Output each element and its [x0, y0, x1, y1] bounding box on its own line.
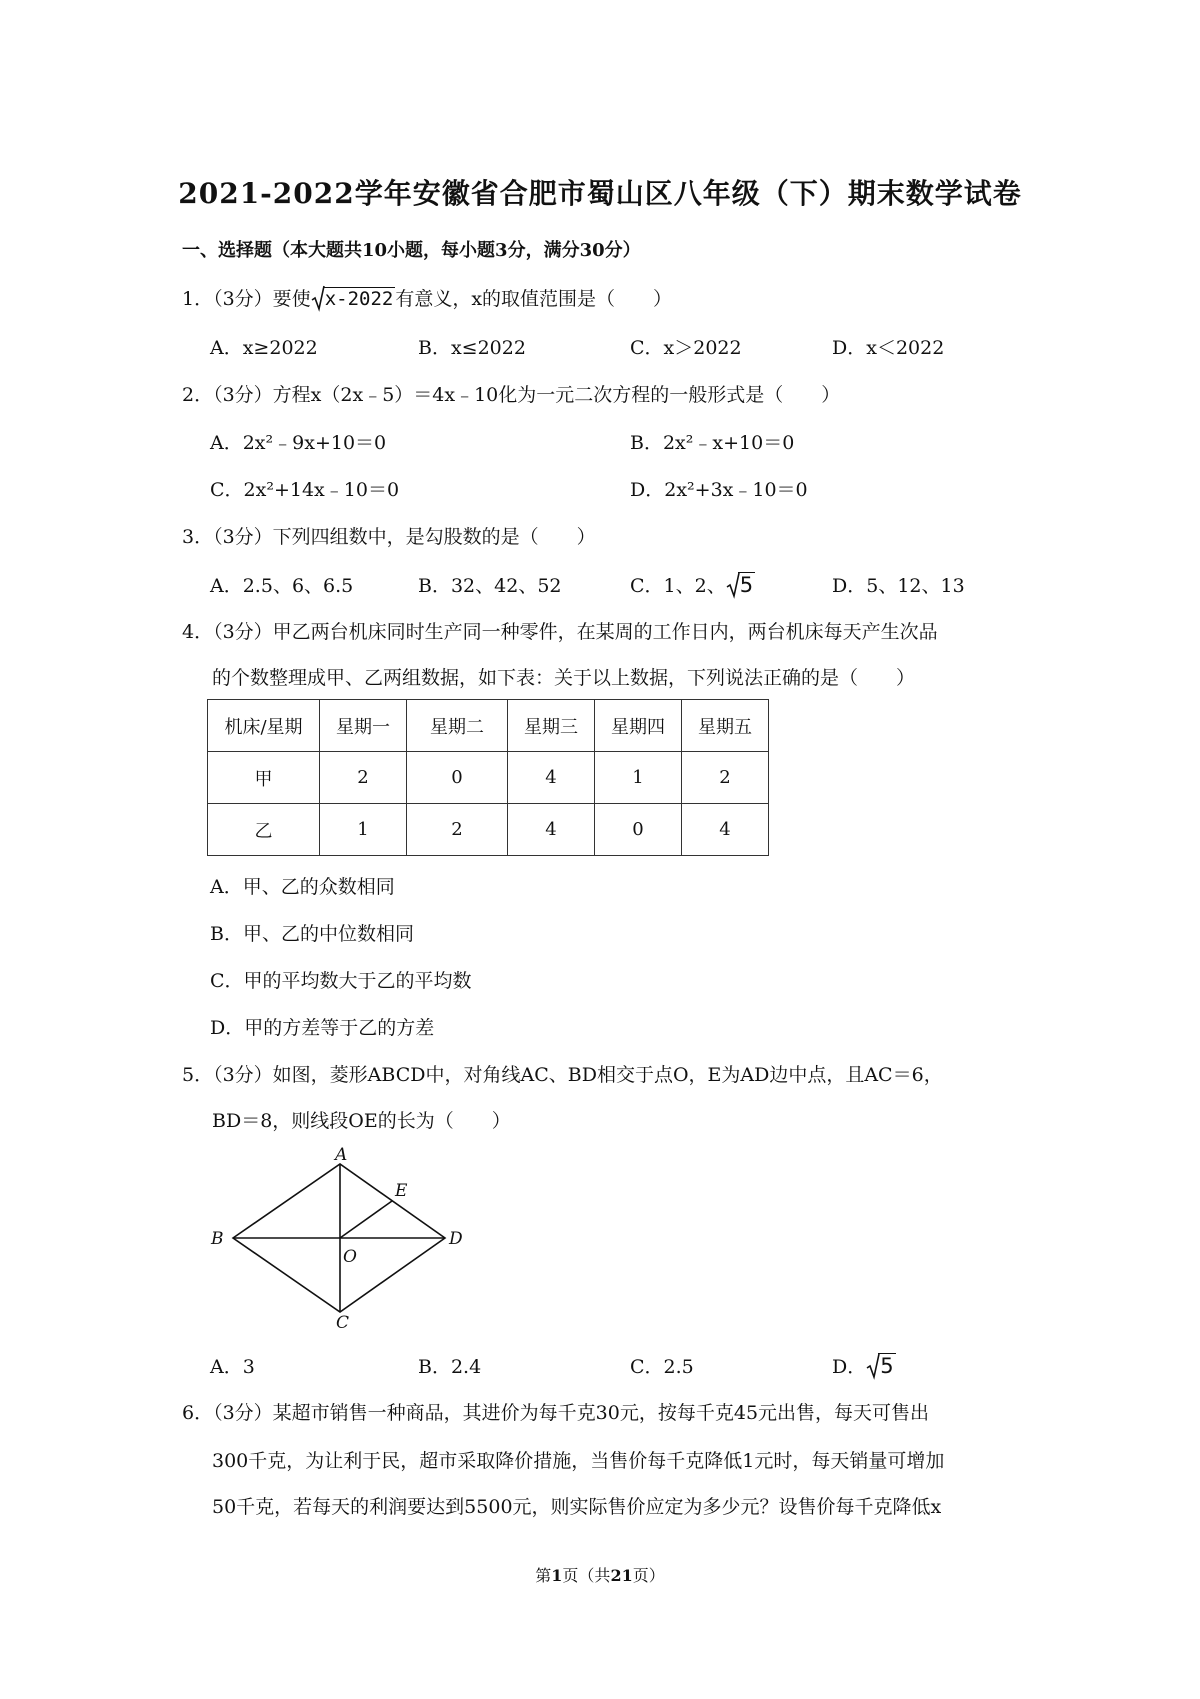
table-cell: 4	[682, 804, 769, 856]
table-cell: 4	[508, 752, 595, 804]
q3-option-c-radicand: 5	[739, 573, 754, 597]
question-4-stem-line1: 4．（3分）甲乙两台机床同时生产同一种零件，在某周的工作日内，两台机床每天产生次品	[182, 621, 938, 643]
rhombus-figure	[205, 1145, 470, 1333]
table-header-row	[208, 700, 769, 752]
question-5-stem-line1: 5．（3分）如图，菱形ABCD中，对角线AC、BD相交于点O，E为AD边中点，且AC＝6，	[182, 1064, 943, 1086]
q5-option-d-radicand: 5	[880, 1354, 894, 1378]
question-3-stem: 3．（3分）下列四组数中，是勾股数的是（ ）	[182, 526, 596, 548]
q5-option-c: C．2.5	[630, 1356, 694, 1378]
q3-option-c	[630, 571, 755, 598]
q3-option-b: B．32、42、52	[418, 575, 562, 597]
label-d: D	[449, 1229, 463, 1249]
q2-option-c: C．2x²+14x﹣10＝0	[210, 479, 400, 501]
question-6-line1: 6．（3分）某超市销售一种商品，其进价为每千克30元，按每千克45元出售，每天可售出	[182, 1402, 930, 1424]
footer-total-pages: 21	[610, 1566, 633, 1585]
table-header-cell: 机床/星期	[208, 700, 320, 752]
table-header-cell: 星期四	[595, 700, 682, 752]
sqrt-symbol	[311, 285, 396, 311]
q3-option-d: D．5、12、13	[832, 575, 965, 597]
footer-mid: 页（共	[562, 1566, 611, 1585]
question-1-stem	[182, 284, 672, 311]
q4-option-a: A．甲、乙的众数相同	[210, 876, 395, 898]
table-header-cell: 星期五	[682, 700, 769, 752]
question-6-line2: 300千克，为让利于民，超市采取降价措施，当售价每千克降低1元时，每天销量可增加	[212, 1450, 945, 1472]
exam-title: 2021-2022学年安徽省合肥市蜀山区八年级（下）期末数学试卷	[178, 177, 1022, 210]
q3-option-a: A．2.5、6、6.5	[210, 575, 354, 597]
segment-oe	[340, 1201, 392, 1238]
label-b: B	[211, 1229, 224, 1249]
q1-option-a: A．x≥2022	[210, 337, 318, 359]
q5-option-d-text: D．	[832, 1356, 867, 1378]
question-2-stem: 2．（3分）方程x（2x﹣5）＝4x﹣10化为一元二次方程的一般形式是（ ）	[182, 384, 841, 406]
table-header-cell: 星期一	[320, 700, 407, 752]
table-header-cell: 星期三	[508, 700, 595, 752]
question-4-stem-line2: 的个数整理成甲、乙两组数据，如下表：关于以上数据，下列说法正确的是（ ）	[212, 667, 916, 689]
label-a: A	[335, 1145, 348, 1165]
table-cell: 2	[407, 804, 508, 856]
q4-option-c: C．甲的平均数大于乙的平均数	[210, 970, 472, 992]
q1-stem-post: 有意义，x的取值范围是（ ）	[395, 288, 673, 310]
table-row	[208, 804, 769, 856]
q1-option-b: B．x≤2022	[418, 337, 526, 359]
table-cell: 2	[320, 752, 407, 804]
q1-option-d: D．x＜2022	[832, 337, 945, 359]
footer-page-number: 1	[551, 1566, 563, 1585]
q2-option-b: B．2x²﹣x+10＝0	[630, 432, 795, 454]
q4-option-b: B．甲、乙的中位数相同	[210, 923, 414, 945]
q1-option-c: C．x＞2022	[630, 337, 742, 359]
q1-stem-pre: 1．（3分）要使	[182, 288, 311, 310]
table-cell: 乙	[208, 804, 320, 856]
q2-option-d: D．2x²+3x﹣10＝0	[630, 479, 808, 501]
q4-option-d: D．甲的方差等于乙的方差	[210, 1017, 435, 1039]
label-o: O	[343, 1247, 357, 1267]
q5-option-b: B．2.4	[418, 1356, 482, 1378]
footer-pre: 第	[535, 1566, 552, 1585]
table-cell: 0	[595, 804, 682, 856]
table-cell: 4	[508, 804, 595, 856]
question-6-line3: 50千克，若每天的利润要达到5500元，则实际售价应定为多少元？设售价每千克降低x	[212, 1496, 942, 1518]
question-5-stem-line2: BD＝8，则线段OE的长为（ ）	[212, 1110, 511, 1132]
q5-option-d	[832, 1352, 896, 1379]
section-heading: 一、选择题（本大题共10小题，每小题3分，满分30分）	[182, 240, 641, 261]
q2-option-a: A．2x²﹣9x+10＝0	[210, 432, 387, 454]
footer-post: 页）	[632, 1566, 665, 1585]
q5-option-a: A．3	[210, 1356, 255, 1378]
label-e: E	[395, 1181, 408, 1201]
label-c: C	[336, 1313, 350, 1333]
table-cell: 2	[682, 752, 769, 804]
table-header-cell: 星期二	[407, 700, 508, 752]
table-cell: 甲	[208, 752, 320, 804]
q1-radicand: x-2022	[324, 288, 394, 310]
table-cell: 1	[320, 804, 407, 856]
page-footer	[0, 1563, 1200, 1586]
table-cell: 0	[407, 752, 508, 804]
table-row	[208, 752, 769, 804]
sqrt-symbol	[866, 1353, 895, 1379]
defects-table	[207, 699, 769, 856]
table-cell: 1	[595, 752, 682, 804]
q3-option-c-text: C．1、2、	[630, 575, 726, 597]
sqrt-symbol	[726, 572, 755, 598]
